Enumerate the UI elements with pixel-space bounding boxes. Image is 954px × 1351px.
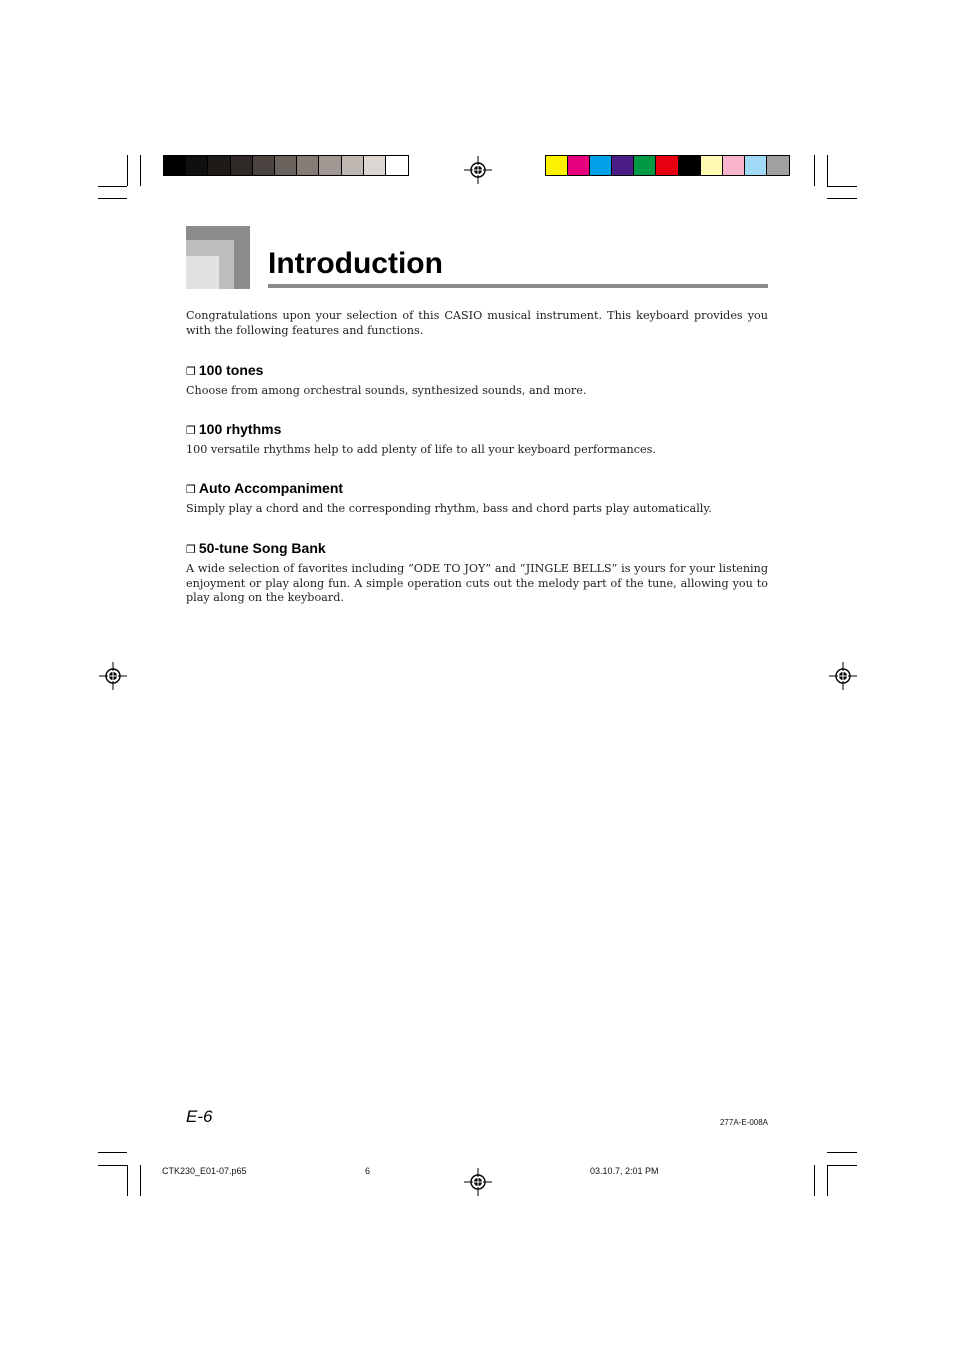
crop-mark (814, 1165, 815, 1196)
file-name: CTK230_E01-07.p65 (162, 1166, 247, 1176)
feature-heading (186, 479, 343, 499)
crop-mark (827, 1165, 828, 1196)
feature-heading (186, 539, 326, 559)
color-swatch (656, 156, 678, 175)
color-swatch (186, 156, 208, 175)
registration-target-icon (829, 662, 857, 690)
grayscale-calibration-bar (163, 155, 409, 176)
color-swatch (546, 156, 568, 175)
heading-decoration-inner (186, 256, 219, 289)
color-swatch (634, 156, 656, 175)
feature-description: 100 versatile rhythms help to add plenty of life to all your keyboard performances. (186, 443, 656, 456)
color-swatch (701, 156, 723, 175)
crop-mark (127, 1165, 128, 1196)
registration-target-icon (464, 156, 492, 184)
crop-mark (827, 198, 857, 199)
print-timestamp: 03.10.7, 2:01 PM (590, 1166, 659, 1176)
color-swatch (275, 156, 297, 175)
feature-description: Choose from among orchestral sounds, synthesized sounds, and more. (186, 384, 587, 397)
color-swatch (208, 156, 230, 175)
color-swatch (231, 156, 253, 175)
color-swatch (297, 156, 319, 175)
crop-mark (827, 1165, 857, 1166)
crop-mark (827, 155, 828, 186)
registration-target-icon (99, 662, 127, 690)
feature-heading-text: Auto Accompaniment (198, 480, 344, 496)
color-swatch (364, 156, 386, 175)
color-swatch (164, 156, 186, 175)
crop-mark (127, 155, 128, 186)
feature-heading-text: 100 tones (198, 362, 264, 378)
crop-mark (140, 1165, 141, 1196)
document-code: 277A-E-008A (719, 1118, 768, 1127)
color-swatch (342, 156, 364, 175)
feature-heading (186, 420, 281, 440)
page-number: E-6 (186, 1107, 213, 1126)
color-calibration-bar (545, 155, 790, 176)
page-title: Introduction (268, 247, 443, 280)
color-swatch (612, 156, 634, 175)
crop-mark (827, 186, 857, 187)
feature-description: A wide selection of favorites including “ODE TO JOY” and “JINGLE BELLS” is yours for your listening enjoyment or play along fun. A simple operation cuts out the melody part of the tune, allowing you to play along on the keyboard. (186, 562, 768, 605)
checkbox-icon: ❒ (186, 483, 196, 496)
feature-description: Simply play a chord and the corresponding rhythm, bass and chord parts play automatically. (186, 502, 712, 515)
checkbox-icon: ❒ (186, 424, 196, 437)
feature-heading-text: 50-tune Song Bank (198, 540, 326, 556)
heading-decoration (186, 226, 250, 289)
crop-mark (98, 1152, 127, 1153)
feature-heading (186, 361, 263, 381)
intro-paragraph: Congratulations upon your selection of this CASIO musical instrument. This keyboard provides you with the following features and functions. (186, 309, 768, 337)
color-swatch (386, 156, 408, 175)
sheet-number: 6 (365, 1166, 371, 1176)
title-underline (268, 284, 768, 288)
color-swatch (723, 156, 745, 175)
color-swatch (745, 156, 767, 175)
crop-mark (140, 155, 141, 186)
color-swatch (679, 156, 701, 175)
color-swatch (568, 156, 590, 175)
crop-mark (814, 155, 815, 186)
color-swatch (319, 156, 341, 175)
color-swatch (253, 156, 275, 175)
checkbox-icon: ❒ (186, 365, 196, 378)
crop-mark (827, 1152, 857, 1153)
registration-target-icon (464, 1168, 492, 1196)
crop-mark (98, 1165, 127, 1166)
checkbox-icon: ❒ (186, 543, 196, 556)
color-swatch (590, 156, 612, 175)
crop-mark (98, 186, 127, 187)
crop-mark (98, 198, 127, 199)
feature-heading-text: 100 rhythms (198, 421, 282, 437)
color-swatch (767, 156, 789, 175)
